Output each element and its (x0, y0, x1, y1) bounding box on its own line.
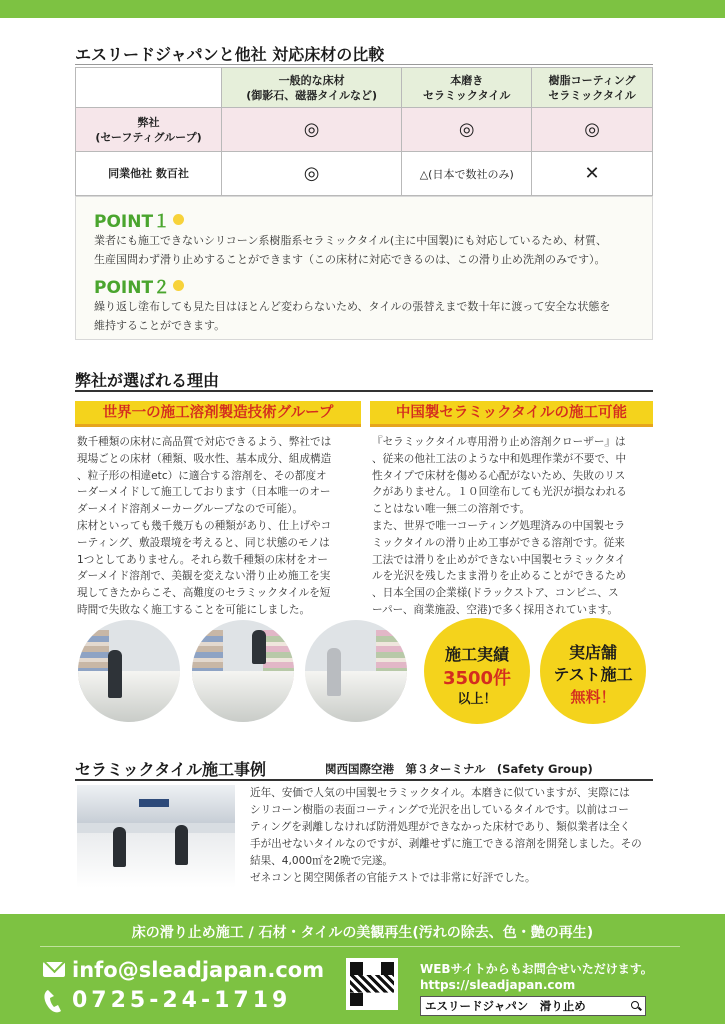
header-line: 一般的な床材 (278, 73, 345, 87)
text-line: ミックタイルの滑り止め工事ができる溶剤です。従来 (372, 536, 625, 549)
row-name: 同業他社 数百社 (108, 167, 189, 180)
photo-worker (252, 630, 266, 664)
text-line: 現してきたからこそ、高難度のセラミックタイルを短 (77, 587, 331, 600)
work-photo (305, 620, 407, 722)
text-line: ことはない唯一無二の溶剤です。 (372, 503, 531, 516)
table-row (76, 108, 653, 152)
text-line: ゼネコンと関空関係者の官能テストでは非常に好評でした。 (250, 872, 536, 884)
photo-worker (327, 648, 341, 696)
reasons-rule (75, 390, 653, 392)
footer-title: 床の滑り止め施工 / 石材・タイルの美観再生(汚れの除去、色・艶の再生) (131, 925, 594, 941)
header-line: 樹脂コーティング (548, 73, 636, 87)
text-line: 、従来の他社工法のような中和処理作業が不要で、中 (372, 452, 627, 465)
table-cell: △(日本で数社のみ) (402, 152, 532, 196)
qr-code-icon[interactable] (346, 958, 398, 1010)
point-box (75, 196, 653, 340)
badge-line: テスト施工 (553, 665, 633, 684)
footer-phone[interactable]: 0725-24-1719 (72, 988, 292, 1013)
table-header (222, 68, 402, 108)
point-heading (94, 207, 184, 232)
text-line: 維持することができます。 (94, 319, 226, 332)
right-banner: 中国製セラミックタイルの施工可能 (370, 401, 653, 427)
search-text: エスリードジャパン 滑り止め (425, 999, 586, 1013)
point-label: POINT２ (94, 278, 171, 298)
row-name: 弊社 (137, 115, 160, 129)
website-url[interactable]: https://sleadjapan.com (420, 978, 576, 992)
text-line: 性タイプで床材を傷める心配がないため、失敗のリス (372, 469, 626, 482)
reasons-title: 弊社が選ばれる理由 (75, 371, 220, 390)
badge-line: 施工実績 (444, 645, 509, 664)
photo-worker (108, 650, 122, 698)
table-row (76, 152, 653, 196)
search-icon (631, 1001, 639, 1009)
point-heading (94, 273, 184, 298)
table-cell: ◎ (222, 108, 402, 152)
text-line: また、世界で唯一コーティング処理済みの中国製セラ (372, 519, 626, 532)
airport-photo (77, 785, 235, 888)
work-photo (192, 620, 294, 722)
text-line: 現場ごとの床材（種類、吸水性、基本成分、組成構造 (77, 452, 332, 465)
text-line: 数千種類の床材に高品質で対応できるよう、弊社では (77, 436, 332, 448)
badge-line: 3500件 (442, 668, 512, 689)
case-title: セラミックタイル施工事例 (75, 760, 267, 779)
badge-line: 実店舗 (568, 643, 617, 662)
right-column-text (372, 434, 656, 619)
left-banner: 世界一の施工溶剤製造技術グループ (75, 401, 361, 427)
text-line: シリコーン樹脂の表面コーティングで光沢を出しているタイルです。以前はコー (250, 804, 629, 816)
badge-line: 無料！ (570, 688, 616, 706)
row-header (76, 108, 222, 152)
comparison-title: エスリードジャパンと他社 対応床材の比較 (75, 45, 385, 64)
case-rule (75, 779, 653, 781)
text-line: 、日本全国の企業様(ドラックストア、コンビニ、ス (372, 587, 619, 600)
text-line: 床材といっても幾千幾万もの種類があり、仕上げやコ (77, 519, 332, 532)
point-text (94, 231, 644, 269)
footer-divider (40, 946, 680, 947)
left-column-text (77, 434, 367, 619)
text-line: 手が出せないタイルなのですが、剥離せずに施工できる溶剤を開発しました。その (250, 838, 642, 850)
table-header (402, 68, 532, 108)
photo-floor (78, 671, 180, 722)
text-line: ルを光沢を残したまま滑りを止めることができるため (372, 570, 627, 583)
table-cell: ✕ (532, 152, 653, 196)
search-box[interactable] (420, 996, 646, 1016)
text-line: 繰り返し塗布しても見た目はほとんど変わらないため、タイルの張替えまで数十年に渡って安全な状態を (94, 300, 611, 313)
comparison-table (75, 67, 653, 196)
row-name-sub: (セーフティグループ) (95, 130, 202, 144)
photo-floor (305, 671, 407, 722)
footer (0, 914, 725, 1024)
header-line: セラミックタイル (548, 88, 636, 102)
point-label: POINT１ (94, 212, 171, 232)
row-header (76, 152, 222, 196)
text-line: ーパー、商業施設、空港)で多く採用されています。 (372, 603, 618, 616)
text-line: 時間で失敗なく施工することを可能にしました。 (77, 603, 311, 616)
photo-floor (192, 671, 294, 722)
lightbulb-icon (173, 214, 184, 225)
photo-sign (139, 799, 169, 807)
text-line: 結果、4,000㎡を2晩で完遂。 (250, 855, 394, 867)
text-line: ダーメイド溶剤で、美観を変えない滑り止め施工を実 (77, 570, 331, 583)
qr-pattern (350, 962, 394, 1006)
table-cell: ◎ (222, 152, 402, 196)
text-line: ーティング、敷設環境を考えると、同じ状態のモノは (77, 536, 330, 549)
comparison-rule (75, 64, 653, 65)
text-line: ティングを剥離しなければ防滑処理ができなかった床材であり、類似業者は全く (250, 821, 631, 833)
table-header (532, 68, 653, 108)
point-text (94, 297, 644, 335)
mail-icon (43, 962, 65, 977)
web-note: WEBサイトからもお問合せいただけます。 (420, 962, 653, 976)
case-text (250, 785, 654, 887)
text-line: 業者にも施工できないシリコーン系樹脂系セラミックタイル(主に中国製)にも対応しているため、材質、 (94, 234, 608, 247)
photo-floor (77, 833, 235, 888)
top-green-bar (0, 0, 725, 18)
achievement-badge (424, 618, 530, 724)
table-corner (76, 68, 222, 108)
photo-worker (113, 827, 126, 867)
work-photo (78, 620, 180, 722)
lightbulb-icon (173, 280, 184, 291)
footer-email[interactable]: info@sleadjapan.com (72, 958, 325, 982)
phone-icon (42, 988, 64, 1014)
badge-line: 以上！ (457, 692, 497, 707)
photo-worker (175, 825, 188, 865)
header-line: セラミックタイル (423, 88, 511, 102)
table-cell: ◎ (402, 108, 532, 152)
table-cell: ◎ (532, 108, 653, 152)
text-line: ーダーメイドして施工しております（日本唯一のオー (77, 486, 331, 499)
header-line: (御影石、磁器タイルなど) (246, 88, 378, 102)
text-line: クがありません。１０回塗布しても光沢が損なわれる (372, 486, 627, 499)
text-line: 生産国問わず滑り止めすることができます（この床材に対応できるのは、この滑り止め洗剤のみです）。 (94, 253, 606, 266)
text-line: 工法では滑りを止めができない中国製セラミックタイ (372, 553, 626, 566)
text-line: 、粒子形の相違etc）に適合する溶剤を、その都度オ (77, 469, 327, 482)
text-line: 1つとしてありません。それら数千種類の床材をオー (77, 553, 329, 566)
case-subtitle: 関西国際空港 第３ターミナル (Safety Group) (325, 762, 593, 776)
free-test-badge (540, 618, 646, 724)
text-line: ダーメイド溶剤メーカーグループなので可能）。 (77, 503, 303, 516)
text-line: 『セラミックタイル専用滑り止め溶剤クローザー』は (372, 436, 626, 448)
header-line: 本磨き (450, 73, 484, 87)
text-line: 近年、安価で人気の中国製セラミックタイル。本磨きに似ていますが、実際には (250, 787, 630, 799)
